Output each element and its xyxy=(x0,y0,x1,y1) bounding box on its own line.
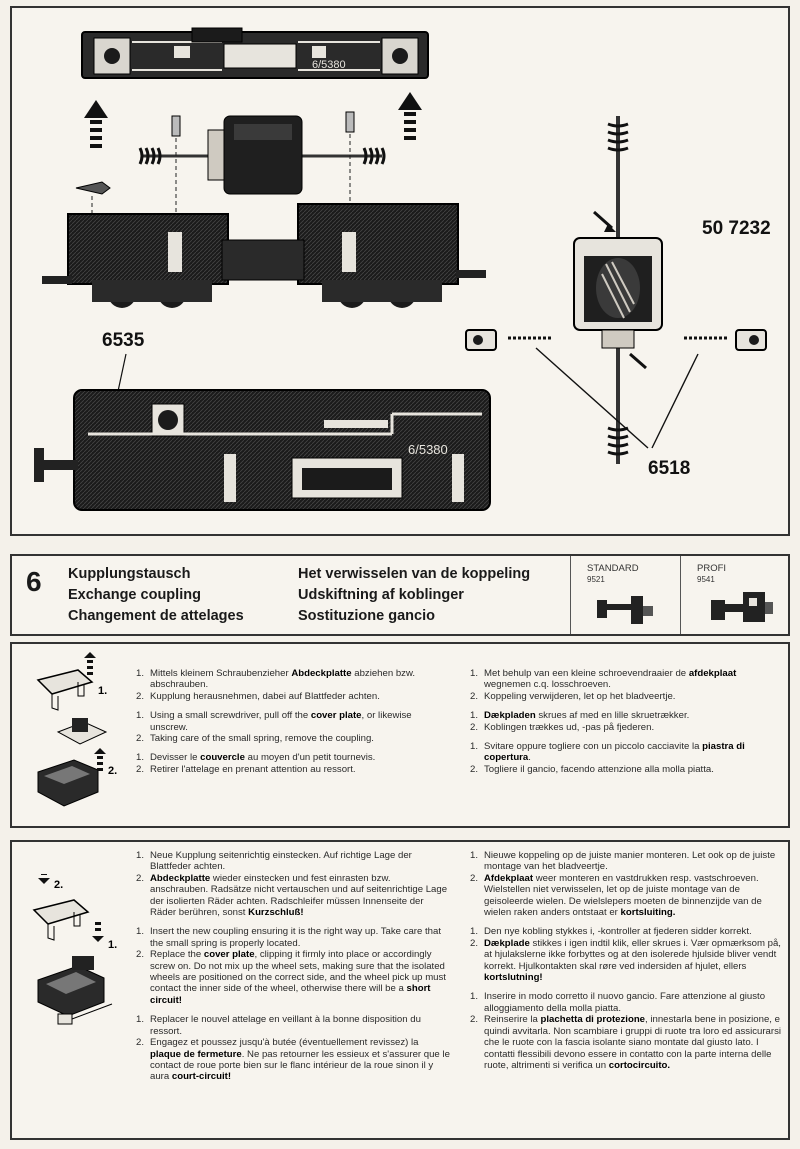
plain-text: Koblingen trækkes ud, -pas på fjederen. xyxy=(484,721,655,733)
title-da: Udskiftning af koblinger xyxy=(298,587,464,603)
step-index: 2. xyxy=(470,690,479,702)
step-index: 1. xyxy=(470,850,479,861)
instruction-step xyxy=(136,1014,450,1037)
plain-text: Den nye kobling stykkes i, -kontroller at fjederen sidder korrekt. xyxy=(484,926,752,938)
step-text xyxy=(150,752,450,763)
motor-assembly xyxy=(140,112,384,218)
plain-text: Engagez et poussez jusqu'à butée (éventuellement revissez) la xyxy=(150,1037,419,1049)
plain-text: Koppeling verwijderen, let op het bladveertje. xyxy=(484,690,676,702)
svg-text:2.: 2. xyxy=(108,765,118,777)
part-label-6535: 6535 xyxy=(102,330,145,351)
motor-detail-right xyxy=(574,116,662,464)
plain-text: Svitare oppure togliere con un piccolo cacciavite la xyxy=(484,741,703,753)
variant-profi-code: 9541 xyxy=(697,575,715,584)
chassis-code-bottom: 6/5380 xyxy=(408,442,448,457)
instruction-paragraph xyxy=(470,850,782,918)
instruction-step xyxy=(470,926,782,937)
step-index: 2. xyxy=(470,721,479,733)
block2-left-col xyxy=(136,850,450,1091)
instruction-step xyxy=(470,991,782,1014)
block1-left-col xyxy=(136,668,450,783)
plain-text: Insert the new coupling ensuring it is the right way up. Take care that the small spring is properly located. xyxy=(150,926,441,949)
step-index: 1. xyxy=(136,710,145,722)
profi-coupling-icon xyxy=(707,586,777,630)
emphasis-text: Kurzschluß! xyxy=(248,907,304,919)
instruction-paragraph xyxy=(136,710,450,744)
emphasis-text: cortocircuito. xyxy=(608,1059,671,1071)
emphasis-text: couvercle xyxy=(200,752,245,764)
step-index: 1. xyxy=(136,668,145,679)
emphasis-text: kortsluiting. xyxy=(620,907,676,919)
step-index: 1. xyxy=(136,850,145,861)
instruction-paragraph xyxy=(136,668,450,702)
instruction-paragraph xyxy=(470,741,782,775)
plain-text: . xyxy=(528,752,531,764)
step-text xyxy=(484,764,782,775)
plain-text: Met behulp van een kleine schroevendraaier de xyxy=(484,668,689,679)
title-de: Kupplungstausch xyxy=(68,566,191,582)
motor-brush-right xyxy=(684,330,766,350)
part-label-6518: 6518 xyxy=(648,458,691,479)
plain-text: au moyen d'un petit tournevis. xyxy=(244,752,376,764)
step-index: 2. xyxy=(136,949,145,961)
instruction-step xyxy=(136,710,450,733)
plain-text: Mittels kleinem Schraubenzieher xyxy=(150,668,292,679)
plain-text: Devisser le xyxy=(150,752,201,764)
emphasis-text: piastra di copertura xyxy=(484,741,745,764)
plain-text: Nieuwe koppeling op de juiste manier monteren. Let ook op de juiste montage van het bladveertje. xyxy=(484,850,776,873)
svg-text:1.: 1. xyxy=(108,939,118,951)
step-text xyxy=(484,850,782,873)
step-index: 2. xyxy=(136,1037,145,1049)
section-header xyxy=(10,554,790,636)
instruction-block-install xyxy=(10,840,790,1140)
instruction-paragraph xyxy=(470,710,782,733)
title-en: Exchange coupling xyxy=(68,587,201,603)
step-text xyxy=(150,668,450,691)
emphasis-text: afdekplaat xyxy=(688,668,737,679)
step-text xyxy=(150,691,450,702)
instruction-step xyxy=(136,1037,450,1083)
instruction-step xyxy=(136,668,450,691)
instruction-paragraph xyxy=(470,991,782,1071)
titles-left xyxy=(68,564,244,627)
step-text xyxy=(484,938,782,984)
emphasis-text: cover plate xyxy=(203,949,255,961)
motor-brush-left xyxy=(466,330,552,350)
step-number: 6 xyxy=(26,566,42,597)
instruction-step xyxy=(470,722,782,733)
instruction-paragraph xyxy=(136,850,450,918)
locomotive-chassis-lower xyxy=(34,390,490,510)
plain-text: Inserire in modo corretto il nuovo gancio. Fare attenzione al giusto alloggiamento della molla piatta. xyxy=(484,991,766,1014)
variant-standard-name: STANDARD xyxy=(587,563,639,574)
step-text xyxy=(484,668,782,691)
instruction-step xyxy=(470,764,782,775)
variant-profi xyxy=(680,556,789,634)
emphasis-text: court-circuit! xyxy=(171,1071,232,1083)
step-text xyxy=(484,873,782,919)
step-index: 2. xyxy=(136,690,145,702)
article-number-label: 50 7232 xyxy=(702,218,771,239)
variant-profi-name: PROFI xyxy=(697,563,727,574)
emphasis-text: Abdeckplatte xyxy=(150,872,211,884)
plain-text: Neue Kupplung seitenrichtig einstecken. Auf richtige Lage der Blattfeder achten. xyxy=(150,850,412,873)
instruction-paragraph xyxy=(470,668,782,702)
step-text xyxy=(150,733,450,744)
emphasis-text: Abdeckplatte xyxy=(291,668,352,679)
plain-text: Replacer le nouvel attelage en veillant à la bonne disposition du ressort. xyxy=(150,1014,421,1037)
instruction-step xyxy=(136,764,450,775)
plain-text: stikkes i igen indtil klik, eller skrues i. Vær opmærksom på, at hjulakslerne ikke forbyttes og at den isolerede hjulside bliver vendt korrekt. Hjulkontakten skal røre ved indersiden af hjulet, ellers xyxy=(484,937,781,972)
step-text xyxy=(150,764,450,775)
instruction-step xyxy=(470,691,782,702)
instruction-step xyxy=(136,926,450,949)
plain-text: , or likewise unscrew. xyxy=(150,710,412,733)
step-text xyxy=(484,926,782,937)
titles-right xyxy=(298,564,530,627)
step-index: 1. xyxy=(470,668,479,679)
step-text xyxy=(150,926,450,949)
step-text xyxy=(150,873,450,919)
plain-text: Retirer l'attelage en prenant attention au ressort. xyxy=(150,763,356,775)
variant-standard xyxy=(570,556,681,634)
emphasis-text: short circuit! xyxy=(150,983,431,1006)
title-nl: Het verwisselen van de koppeling xyxy=(298,566,531,582)
plain-text: Togliere il gancio, facendo attenzione alla molla piatta. xyxy=(484,763,714,775)
step-index: 1. xyxy=(470,741,479,753)
step-text xyxy=(150,850,450,873)
plain-text: . Ne pas retourner les essieux et s'assurer que le contact de roue porte bien sur le flanc intérieur de la roue sinon il y aura xyxy=(150,1048,450,1083)
instruction-step xyxy=(136,949,450,1006)
lift-arrow-right-icon xyxy=(398,92,422,140)
instruction-step xyxy=(470,1014,782,1071)
step-text xyxy=(150,1037,450,1083)
step-index: 2. xyxy=(136,763,145,775)
plain-text: Taking care of the small spring, remove the coupling. xyxy=(150,733,374,745)
instruction-step xyxy=(470,668,782,691)
instruction-step xyxy=(136,850,450,873)
variant-standard-code: 9521 xyxy=(587,575,605,584)
step-index: 1. xyxy=(470,991,479,1003)
instruction-step xyxy=(470,710,782,721)
instruction-block-remove xyxy=(10,642,790,828)
instruction-step xyxy=(136,733,450,744)
instruction-paragraph xyxy=(136,1014,450,1082)
chassis-code-top: 6/5380 xyxy=(312,59,346,71)
svg-text:1.: 1. xyxy=(98,685,108,697)
plain-text: weer monteren en vastdrukken resp. vastschroeven. Wielstellen niet verwisselen, let op de juiste montage van de geisoleerde wielen. De wielslepers moeten de binnenzijde van de wielen raken anders ontstaat er xyxy=(484,872,762,919)
step-text xyxy=(150,949,450,1006)
step-text xyxy=(150,1014,450,1037)
step-index: 2. xyxy=(470,872,479,884)
plain-text: skrues af med en lille skruetrækker. xyxy=(535,710,690,722)
step-index: 1. xyxy=(136,1014,145,1026)
step-index: 2. xyxy=(136,872,145,884)
plain-text: , clipping it firmly into place or accordingly screw on. Do not mix up the wheel sets, making sure that the isolated wheels are positioned on the correct side, and the wheel pick up must contact the inner side of the wheel, otherwise there will be a xyxy=(150,949,446,995)
plain-text: Using a small screwdriver, pull off the xyxy=(150,710,311,722)
plain-text: Replace the xyxy=(150,949,204,961)
title-it: Sostituzione gancio xyxy=(298,608,435,624)
step-index: 1. xyxy=(470,710,479,722)
lift-arrow-left-icon xyxy=(84,100,108,148)
step-index: 2. xyxy=(470,937,479,949)
step-index: 1. xyxy=(136,926,145,938)
plain-text: Reinserire la xyxy=(484,1014,541,1026)
step-text xyxy=(484,710,782,721)
step-index: 2. xyxy=(136,733,145,745)
exploded-diagram-panel xyxy=(10,6,790,536)
step-index: 1. xyxy=(470,926,479,938)
step-text xyxy=(484,1014,782,1071)
title-fr: Changement de attelages xyxy=(68,608,244,624)
block1-right-col xyxy=(470,668,782,783)
step-text xyxy=(484,741,782,764)
step-text xyxy=(150,710,450,733)
step-index: 2. xyxy=(470,1014,479,1026)
locomotive-chassis-upper xyxy=(42,204,486,308)
instruction-step xyxy=(470,938,782,984)
plain-text: abziehen bzw. abschrauben. xyxy=(150,668,416,691)
instruction-step xyxy=(136,873,450,919)
instruction-step xyxy=(470,850,782,873)
standard-coupling-icon xyxy=(593,588,657,628)
emphasis-text: cover plate xyxy=(310,710,362,722)
instruction-paragraph xyxy=(136,926,450,1006)
instruction-paragraph xyxy=(136,752,450,775)
emphasis-text: Afdekplaat xyxy=(484,872,534,884)
step-text xyxy=(484,991,782,1014)
instruction-step xyxy=(470,873,782,919)
instruction-paragraph xyxy=(470,926,782,983)
emphasis-text: kortslutning! xyxy=(484,972,543,984)
remove-coupling-illustration xyxy=(28,652,132,822)
emphasis-text: Dækpladen xyxy=(484,710,536,722)
install-coupling-illustration xyxy=(28,874,132,1044)
instruction-step xyxy=(136,691,450,702)
step-text xyxy=(484,691,782,702)
emphasis-text: plaque de fermeture xyxy=(150,1048,242,1060)
svg-text:2.: 2. xyxy=(54,879,64,891)
locomotive-exploded-diagram xyxy=(12,8,788,534)
plain-text: Kupplung herausnehmen, dabei auf Blattfeder achten. xyxy=(150,690,380,702)
plain-text: wieder einstecken und fest einrasten bzw. anschrauben. Radsätze nicht vertauschen und auf seitenrichtige Lage der isolierten Räder achten. Radschleifer müssen Innenseite der Räder berühren, sonst xyxy=(150,872,448,919)
instruction-step xyxy=(470,741,782,764)
block2-right-col xyxy=(470,850,782,1079)
plain-text: wegnemen c.q. losschroeven. xyxy=(484,679,611,691)
chassis-cover-plate xyxy=(82,28,428,78)
emphasis-text: Dækplade xyxy=(484,937,530,949)
plain-text: , innestarla bene in posizione, e quindi avvitarla. Non scambiare i gruppi di ruote tra loro ed assicurarsi che le ruote con la fascia isolante siano montate dal giusto lato. I contatti flessibili devono essere in contatto con la parte interna delle ruote, altrimenti si verifica un xyxy=(484,1014,782,1071)
step-index: 2. xyxy=(470,763,479,775)
instruction-step xyxy=(136,752,450,763)
step-text xyxy=(484,722,782,733)
step-index: 1. xyxy=(136,752,145,764)
emphasis-text: plachetta di protezione xyxy=(540,1014,646,1026)
